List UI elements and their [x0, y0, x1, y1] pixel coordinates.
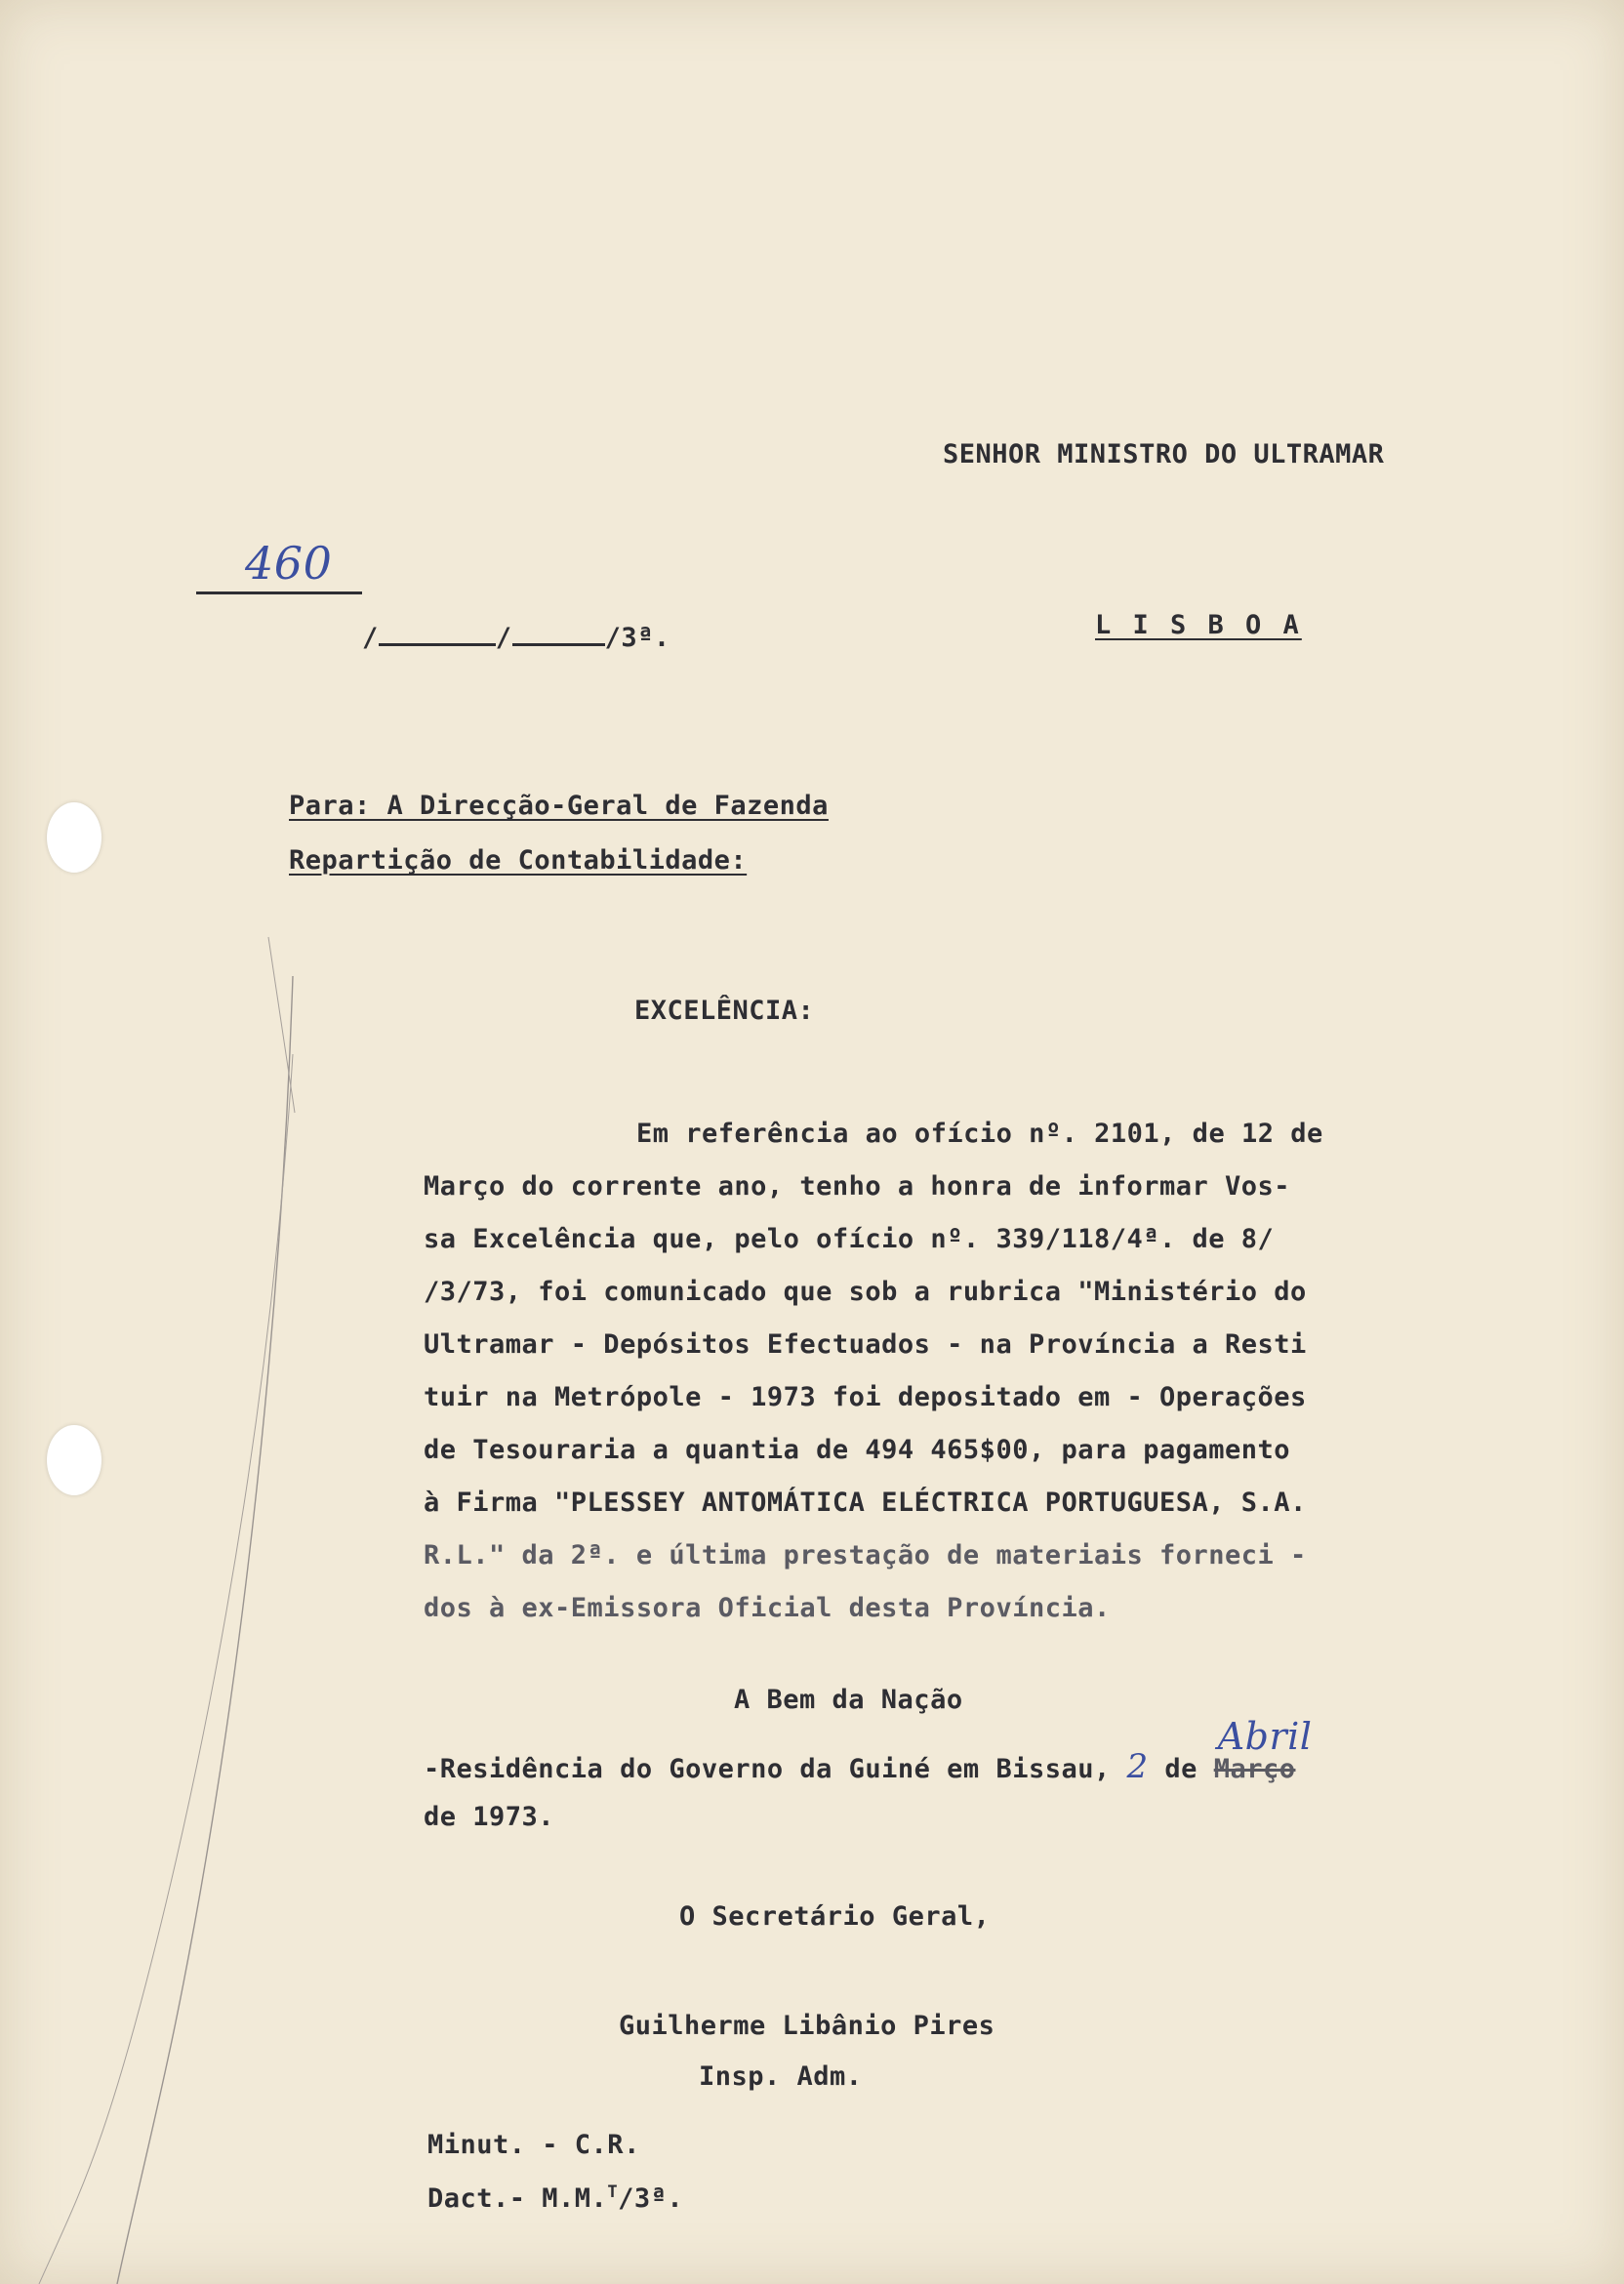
date-de: de [1164, 1754, 1198, 1784]
blank-field [512, 620, 605, 646]
body-line: dos à ex-Emissora Oficial desta Província. [424, 1593, 1111, 1623]
addressee: SENHOR MINISTRO DO ULTRAMAR [943, 439, 1385, 469]
body-line: Ultramar - Depósitos Efectuados - na Província a Resti [424, 1329, 1307, 1360]
body-line: /3/73, foi comunicado que sob a rubrica "Ministério do [424, 1277, 1307, 1307]
body-line: de Tesouraria a quantia de 494 465$00, para pagamento [424, 1435, 1291, 1465]
body-line: tuir na Metrópole - 1973 foi depositado em - Operações [424, 1382, 1307, 1412]
para-line-1: Para: A Direcção-Geral de Fazenda [289, 791, 829, 821]
body-line: sa Excelência que, pelo ofício nº. 339/118/4ª. de 8/ [424, 1224, 1275, 1254]
date-day: 2 [1126, 1747, 1149, 1786]
date-year: de 1973. [424, 1802, 555, 1832]
city: L I S B O A [1095, 610, 1302, 640]
footer-minut: Minut. - C.R. [427, 2130, 640, 2160]
punch-hole-bottom [47, 1425, 102, 1495]
signer-name: Guilherme Libânio Pires [619, 2011, 995, 2041]
handwritten-month: Abril [1217, 1715, 1313, 1758]
signature-title: O Secretário Geral, [679, 1901, 991, 1932]
para-line-2: Repartição de Contabilidade: [289, 845, 748, 876]
struck-month: Março [1213, 1754, 1296, 1784]
footer-dact-end: /3ª. [618, 2183, 684, 2214]
reference-number: 460 [245, 537, 333, 590]
footer-dact [427, 2182, 683, 2214]
footer-dact-prefix: Dact.- M.M. [427, 2183, 608, 2214]
date-line [424, 1715, 1313, 1786]
closing: A Bem da Nação [734, 1685, 963, 1715]
body-line: Em referência ao ofício nº. 2101, de 12 de [636, 1119, 1323, 1149]
blank-field [379, 620, 496, 646]
punch-hole-top [47, 802, 102, 873]
signer-role: Insp. Adm. [699, 2061, 863, 2092]
date-prefix: -Residência do Governo da Guiné em Bissau, [424, 1754, 1111, 1784]
reference-number-line: 460 / / /3ª. [131, 532, 670, 683]
body-line: à Firma "PLESSEY ANTOMÁTICA ELÉCTRICA PORTUGUESA, S.A. [424, 1488, 1307, 1518]
body-line: R.L." da 2ª. e última prestação de materiais forneci - [424, 1540, 1307, 1570]
body-line: Março do corrente ano, tenho a honra de informar Vos- [424, 1171, 1291, 1202]
salutation: EXCELÊNCIA: [634, 996, 815, 1026]
reference-suffix: /3ª. [604, 623, 670, 653]
footer-dact-sup: T [607, 2182, 619, 2202]
reference-number-blank [196, 537, 362, 594]
